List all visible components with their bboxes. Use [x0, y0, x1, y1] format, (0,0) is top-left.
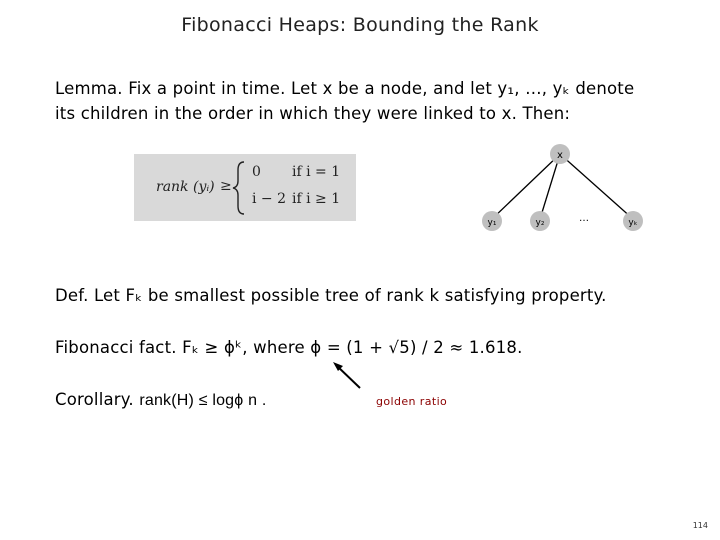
golden-ratio-annotation: golden ratio — [376, 395, 448, 408]
node-y2-label: y₂ — [535, 218, 545, 228]
corollary-label: Corollary. — [55, 390, 134, 409]
page-number: 114 — [692, 521, 708, 530]
node-yk-label: yₖ — [628, 218, 638, 228]
case1-value: 0 — [252, 164, 261, 180]
node-y1-label: y₁ — [487, 218, 497, 228]
slide-title: Fibonacci Heaps: Bounding the Rank — [181, 14, 539, 36]
case2-value: i − 2 — [252, 191, 287, 207]
ellipsis-label: … — [579, 213, 589, 224]
definition-text: Def. Let Fₖ be smallest possible tree of rank k satisfying property. — [55, 286, 607, 305]
fibonacci-fact-text: Fibonacci fact. Fₖ ≥ ϕᵏ, where ϕ = (1 + √5) / 2 ≈ 1.618. — [55, 338, 523, 357]
formula-lhs: rank (yᵢ) — [156, 179, 215, 195]
lemma-line-1: Lemma. Fix a point in time. Let x be a node, and let y₁, …, yₖ denote — [55, 79, 635, 98]
node-x-label: x — [557, 150, 563, 161]
lemma-line-2: its children in the order in which they were linked to x. Then: — [55, 104, 571, 123]
case1-condition: if i = 1 — [292, 164, 341, 180]
corollary-statement: rank(H) ≤ logϕ n . — [139, 392, 267, 409]
formula-relation: ≥ — [220, 178, 232, 194]
case2-condition: if i ≥ 1 — [292, 191, 341, 207]
